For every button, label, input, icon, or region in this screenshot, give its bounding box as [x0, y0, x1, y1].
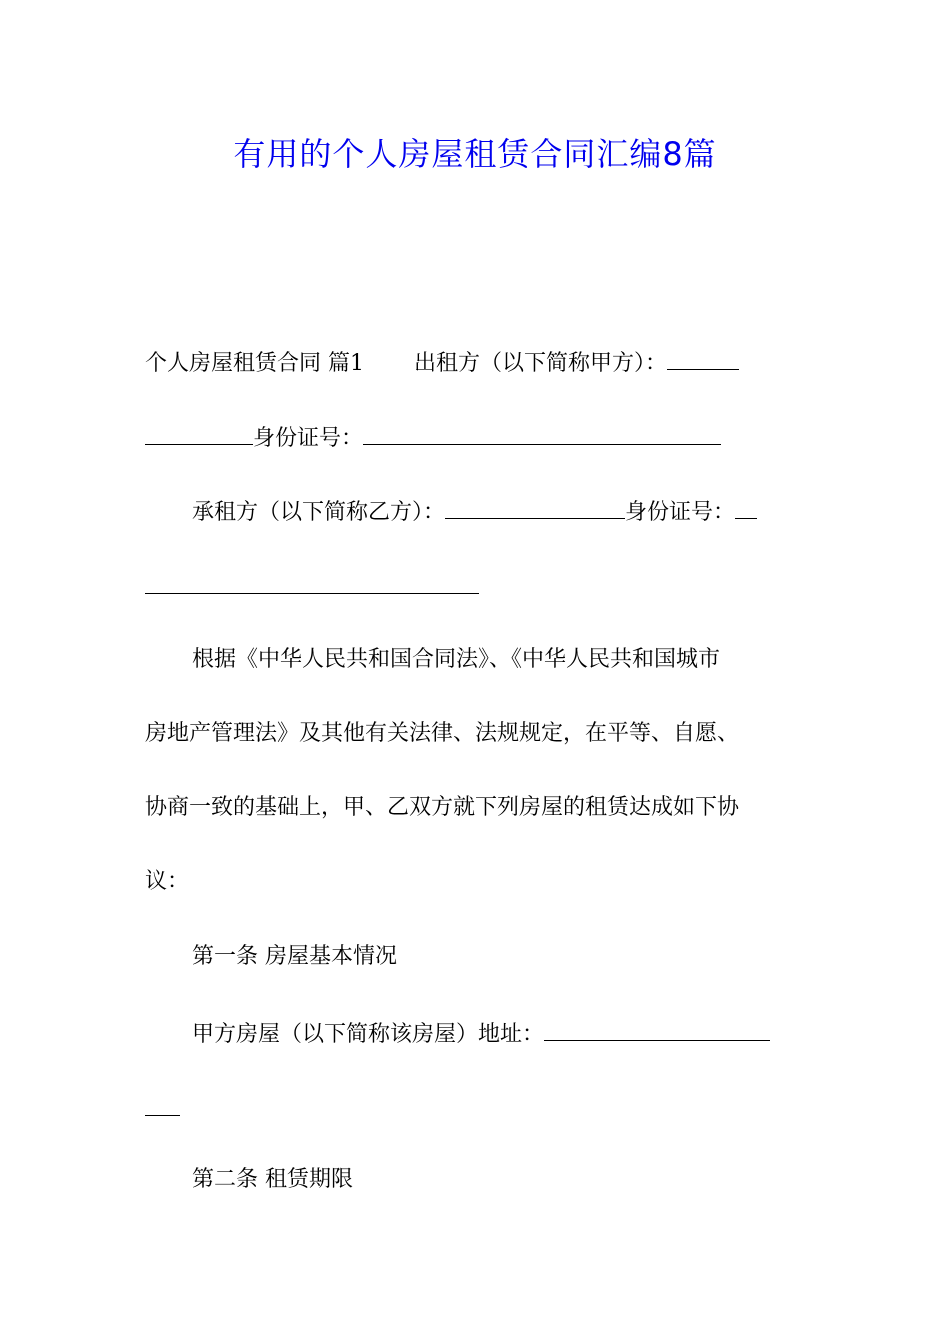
basis-paragraph-line-2: 房地产管理法》及其他有关法律、法规规定，在平等、自愿、 — [145, 721, 740, 746]
document-title: 有用的个人房屋租赁合同汇编8篇 — [233, 135, 717, 173]
lessor-id-blank — [363, 420, 721, 445]
basis-paragraph-line-3: 协商一致的基础上，甲、乙双方就下列房屋的租赁达成如下协 — [145, 795, 740, 820]
lessor-name-blank-continued — [145, 420, 253, 445]
lessor-id-line — [145, 420, 721, 454]
address-line — [192, 1016, 770, 1050]
contract-heading: 个人房屋租赁合同 篇1 — [145, 351, 364, 376]
address-label: 甲方房屋（以下简称该房屋）地址： — [192, 1022, 545, 1047]
lessee-id-blank — [735, 494, 757, 519]
lessor-label: 出租方（以下简称甲方）： — [414, 351, 668, 376]
lessor-name-blank — [667, 345, 739, 370]
contract-heading-line — [145, 345, 739, 379]
lessee-line — [192, 494, 757, 528]
lessee-label: 承租方（以下简称乙方）： — [192, 500, 446, 525]
article-2-heading: 第二条 租赁期限 — [192, 1167, 353, 1192]
lessee-id-blank-continued — [145, 593, 479, 594]
basis-paragraph-line-1: 根据《中华人民共和国合同法》、《中华人民共和国城市 — [192, 647, 721, 672]
address-blank — [544, 1016, 770, 1041]
lessee-name-blank — [445, 494, 625, 519]
basis-paragraph-line-4: 议： — [145, 869, 190, 894]
lessee-id-label: 身份证号： — [625, 500, 736, 525]
article-1-heading: 第一条 房屋基本情况 — [192, 944, 397, 969]
address-blank-continued — [145, 1115, 180, 1116]
lessor-id-label: 身份证号： — [253, 426, 364, 451]
